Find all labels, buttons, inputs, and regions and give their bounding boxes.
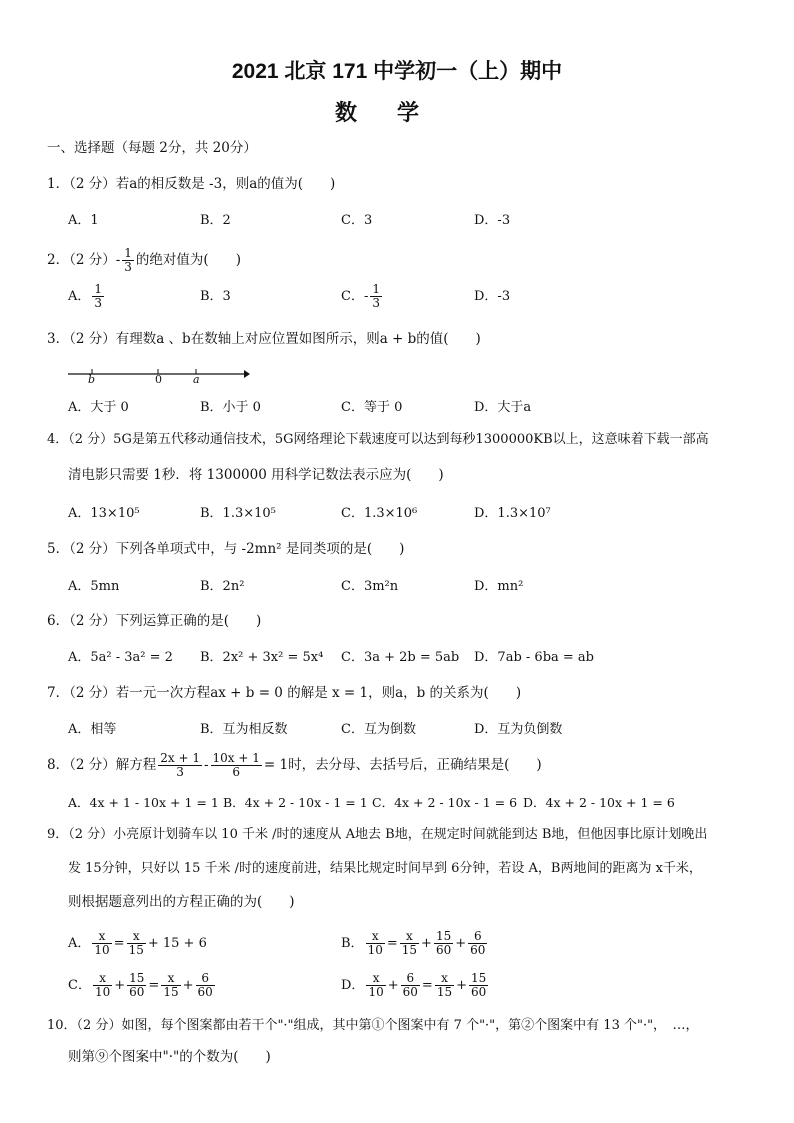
- q2-frac-num: 1: [124, 246, 132, 260]
- q8-suffix: = 1时，去分母、去括号后，正确结果是( ): [263, 757, 542, 773]
- q4-option-a[interactable]: A．13×10⁵: [68, 506, 140, 521]
- question-8-stem: [47, 752, 542, 779]
- frac: [161, 972, 180, 999]
- q9-c-label: C．: [68, 978, 91, 993]
- q8-f2-num: 10x + 1: [212, 751, 260, 765]
- den: 60: [129, 985, 145, 999]
- q8-minus: -: [203, 757, 209, 773]
- q2-suffix: 的绝对值为( ): [135, 252, 241, 268]
- plus: +: [421, 936, 432, 951]
- q8-option-a[interactable]: A．4x + 1 - 10x + 1 = 1: [68, 795, 219, 810]
- question-4-line-2: 清电影只需要 1秒．将 1300000 用科学记数法表示应为( ): [68, 467, 444, 483]
- q2-prefix: 2．（2 分）-: [47, 252, 121, 268]
- num: x: [366, 972, 385, 986]
- num: x: [93, 972, 112, 986]
- question-7-stem: 7．（2 分）若一元一次方程ax + b = 0 的解是 x = 1，则a，b 的关系为( ): [47, 685, 522, 701]
- frac: [400, 930, 419, 957]
- q9-option-d[interactable]: [341, 972, 490, 999]
- den: 10: [367, 943, 383, 957]
- axis-label-zero: 0: [155, 373, 162, 386]
- q7-option-c[interactable]: C．互为倒数: [341, 722, 416, 737]
- q9-b-label: B．: [341, 936, 364, 951]
- q8-option-c[interactable]: C．4x + 2 - 10x - 1 = 6: [372, 795, 518, 810]
- den: 10: [368, 985, 384, 999]
- section-heading: 一、选择题（每题 2分，共 20分）: [47, 140, 257, 156]
- q9-a-tail: + 15 + 6: [147, 936, 207, 951]
- num: x: [127, 930, 146, 944]
- eq: =: [421, 978, 433, 993]
- q5-option-b[interactable]: B．2n²: [200, 579, 245, 594]
- q9-a-label: A．: [68, 936, 91, 951]
- den: 60: [402, 985, 418, 999]
- num: x: [161, 972, 180, 986]
- q9-option-a[interactable]: [68, 930, 207, 957]
- q2-option-a[interactable]: [68, 283, 106, 310]
- q8-prefix: 8．（2 分）解方程: [47, 757, 157, 773]
- q7-option-b[interactable]: B．互为相反数: [200, 722, 288, 737]
- q6-option-b[interactable]: B．2x² + 3x² = 5x⁴: [200, 650, 324, 665]
- q5-option-d[interactable]: D．mn²: [474, 579, 524, 594]
- q9-a-frac-1: [92, 930, 111, 957]
- eq: =: [148, 978, 160, 993]
- plus: +: [455, 936, 467, 951]
- q7-option-a[interactable]: A．相等: [68, 722, 117, 737]
- frac: [468, 930, 487, 957]
- question-10-line-2: 则第⑨个图案中"·"的个数为( ): [68, 1049, 271, 1065]
- number-line-arrow: [244, 370, 250, 378]
- num: 6: [196, 972, 215, 986]
- den: 60: [470, 943, 486, 957]
- eq: =: [386, 936, 398, 951]
- num: 15: [471, 971, 487, 985]
- num: 6: [401, 972, 420, 986]
- frac: [196, 972, 215, 999]
- q4-option-d[interactable]: D．1.3×10⁷: [474, 506, 551, 521]
- q9-a-frac-2: [127, 930, 146, 957]
- den: 60: [197, 985, 213, 999]
- q9-d-label: D．: [341, 978, 365, 993]
- q3-option-d[interactable]: D．大于a: [474, 400, 532, 415]
- plus: +: [456, 978, 467, 993]
- q9-option-b[interactable]: [341, 930, 489, 957]
- q6-option-c[interactable]: C．3a + 2b = 5ab: [341, 650, 460, 665]
- plus: +: [182, 978, 194, 993]
- q1-option-b[interactable]: B．2: [200, 213, 231, 228]
- question-9-line-1: 9．（2 分）小亮原计划骑车以 10 千米 /时的速度从 A地去 B地，在规定时间就能到达 B地，但他因事比原计划晚出: [47, 827, 708, 842]
- q8-option-b[interactable]: B．4x + 2 - 10x - 1 = 1: [223, 795, 368, 810]
- plus: +: [387, 978, 399, 993]
- frac: [366, 930, 385, 957]
- frac: [401, 972, 420, 999]
- q8-f1-den: 3: [176, 765, 184, 779]
- num: 6: [468, 930, 487, 944]
- q2-c-fraction: [370, 283, 382, 310]
- den: 15: [128, 943, 144, 957]
- q8-fraction-1: [158, 752, 202, 779]
- q2-a-label: A．: [68, 289, 91, 304]
- q3-option-a[interactable]: A．大于 0: [68, 400, 129, 415]
- exam-title: 2021 北京 171 中学初一（上）期中: [231, 60, 563, 83]
- question-9-line-3: 则根据题意列出的方程正确的为( ): [68, 894, 295, 910]
- den: 10: [94, 943, 110, 957]
- plus: +: [114, 978, 126, 993]
- q2-a-num: 1: [94, 282, 103, 296]
- q2-a-fraction: [92, 283, 104, 310]
- den: 10: [94, 985, 111, 999]
- den: 15: [401, 943, 418, 957]
- q2-a-den: 3: [94, 296, 103, 310]
- question-3-stem: 3．（2 分）有理数a 、b在数轴上对应位置如图所示，则a + b的值( ): [47, 331, 481, 347]
- question-1-stem: 1．（2 分）若a的相反数是 -3，则a的值为( ): [47, 176, 336, 192]
- num: x: [366, 930, 385, 944]
- den: 15: [163, 985, 179, 999]
- q8-fraction-2: [211, 752, 262, 779]
- q2-option-c[interactable]: [341, 283, 384, 310]
- question-9-line-2: 发 15分钟，只好以 15 千米 /时的速度前进，结果比规定时间早到 6分钟，若设 A，B两地间的距离为 x千米，: [68, 861, 702, 876]
- q2-option-b[interactable]: B．3: [200, 289, 231, 304]
- q8-option-d[interactable]: D．4x + 2 - 10x + 1 = 6: [523, 795, 675, 810]
- q8-f2-den: 6: [232, 765, 241, 779]
- q1-option-c[interactable]: C．3: [341, 213, 373, 228]
- den: 15: [436, 985, 453, 999]
- q4-option-b[interactable]: B．1.3×10⁵: [200, 506, 276, 521]
- q2-c-num: 1: [372, 282, 380, 296]
- q6-option-a[interactable]: A．5a² - 3a² = 2: [68, 650, 173, 665]
- eq: =: [113, 936, 125, 951]
- axis-label-a: a: [193, 373, 200, 386]
- num: x: [400, 930, 419, 944]
- q4-option-c[interactable]: C．1.3×10⁶: [341, 506, 418, 521]
- q6-option-d[interactable]: D．7ab - 6ba = ab: [474, 650, 594, 665]
- num: x: [435, 972, 454, 986]
- frac: [93, 972, 112, 999]
- q2-frac-den: 3: [124, 260, 132, 274]
- frac: [434, 930, 453, 957]
- q5-option-a[interactable]: A．5mn: [68, 579, 120, 594]
- q1-option-a[interactable]: A．1: [68, 213, 99, 228]
- q1-option-d[interactable]: D．-3: [474, 213, 511, 228]
- question-5-stem: 5．（2 分）下列各单项式中，与 -2mn² 是同类项的是( ): [47, 541, 405, 557]
- question-6-stem: 6．（2 分）下列运算正确的是( ): [47, 613, 262, 629]
- frac: [469, 972, 488, 999]
- num: 15: [129, 971, 145, 985]
- question-4-line-1: 4．（2 分）5G是第五代移动通信技术，5G网络理论下载速度可以达到每秒1300000KB以上，这意味着下载一部高: [47, 432, 709, 447]
- q2-c-den: 3: [372, 296, 380, 310]
- subject-title: 数学: [334, 100, 459, 125]
- question-10-line-1: 10．（2 分）如图，每个图案都由若干个"·"组成，其中第①个图案中有 7 个"·"，第②个图案中有 13 个"·"， …，: [47, 1018, 699, 1033]
- q9-option-c[interactable]: [68, 972, 217, 999]
- num: x: [92, 930, 111, 944]
- frac: [366, 972, 385, 999]
- q2-c-label: C．-: [341, 289, 369, 304]
- num: 15: [435, 929, 452, 943]
- q5-option-c[interactable]: C．3m²n: [341, 579, 399, 594]
- q2-fraction: [122, 247, 134, 274]
- den: 60: [435, 943, 452, 957]
- q8-f1-num: 2x + 1: [160, 751, 200, 765]
- question-2-stem: [47, 247, 241, 274]
- q7-option-d[interactable]: D．互为负倒数: [474, 722, 563, 737]
- den: 60: [471, 985, 487, 999]
- axis-label-b: b: [88, 373, 96, 386]
- frac: [435, 972, 454, 999]
- q3-option-b[interactable]: B．小于 0: [200, 400, 261, 415]
- frac: [127, 972, 146, 999]
- q2-option-d[interactable]: D．-3: [474, 289, 511, 304]
- q3-option-c[interactable]: C．等于 0: [341, 400, 403, 415]
